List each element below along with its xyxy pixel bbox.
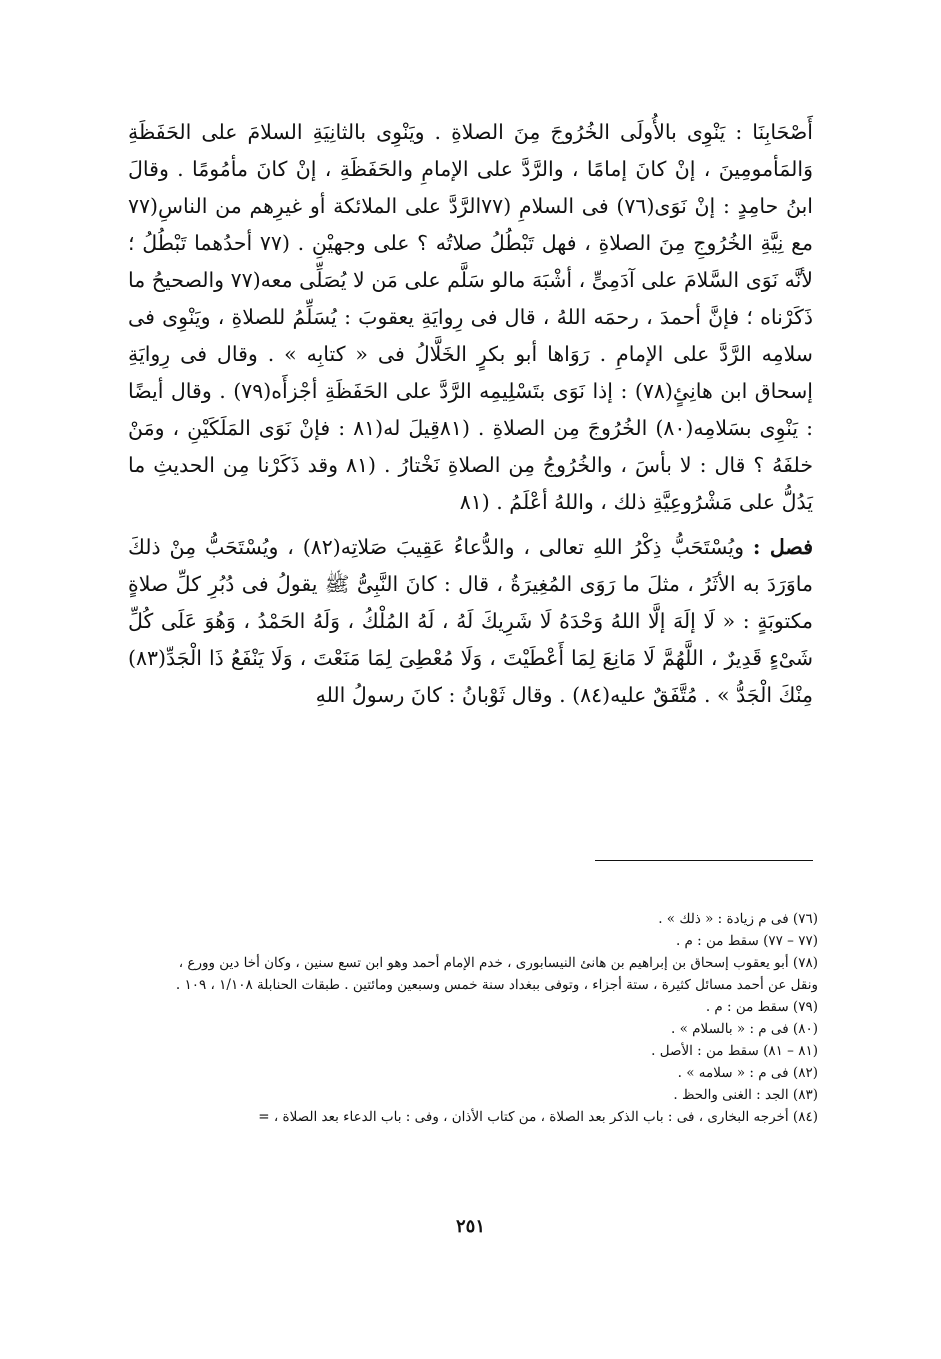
footnote: (٧٧ – ٧٧) سقط من : م .	[675, 933, 818, 949]
footnote: (٧٦) فى م زيادة : « ذلك » .	[658, 911, 818, 927]
footnotes	[128, 908, 818, 1128]
main-text	[128, 114, 813, 714]
footnote-continuation: ونقل عن أحمد مسائل كثيرة ، ستة أجزاء ، وتوفى ببغداد سنة خمس وسبعين ومائتين . طبقات الحنابلة ١/١٠٨ ، ١٠٩ .	[175, 977, 818, 993]
footnote: (٧٨) أبو يعقوب إسحاق بن إبراهيم بن هانئ النيسابورى ، خدم الإمام أحمد وهو ابن تسع سنين ، وكان أخا دين وورع ،	[178, 955, 818, 971]
section-keyword: فصل :	[752, 535, 813, 559]
footnote-separator	[595, 860, 813, 861]
footnote: (٨٠) فى م : « بالسلام » .	[671, 1021, 818, 1037]
footnote: (٨١ – ٨١) سقط من : الأصل .	[651, 1043, 818, 1059]
paragraph-2	[128, 529, 813, 714]
footnote: (٧٩) سقط من : م .	[705, 999, 818, 1015]
paragraph-2-text: ويُسْتَحَبُّ ذِكْرُ اللهِ تعالى ، والدُّعاءُ عَقِيبَ صَلاتِه(٨٢) ، ويُسْتَحَبُّ مِنْ ذلكَ ماوَرَدَ به الأثَرُ ، مثلَ ما رَوَى المُغِيرَةُ ، قال : كانَ النَّبِىُّ ﷺ يقولُ فى دُبُرِ كلِّ صلاةٍ مكتوبَةٍ : « لَا إلَهَ إلَّا اللهُ وَحْدَهُ لَا شَرِيكَ لَهُ ، لَهُ المُلْكُ ، وَلَهُ الحَمْدُ ، وَهُوَ عَلَى كُلِّ شَىْءٍ قَدِيرٌ ، اللَّهُمَّ لَا مَانِعَ لِمَا أَعْطَيْتَ ، وَلَا مُعْطِىَ لِمَا مَنَعْتَ ، وَلَا يَنْفَعُ ذَا الْجَدِّ(٨٣) مِنْكَ الْجَدُّ » . مُتَّفَقٌ عليه(٨٤) . وقال ثَوْبانُ : كانَ رسولُ اللهِ	[128, 535, 813, 707]
footnote: (٨٣) الجد : الغنى والحظ .	[673, 1087, 818, 1103]
footnote: (٨٢) فى م : « سلامه » .	[677, 1065, 818, 1081]
paragraph-1: أَصْحَابِنَا : يَنْوِى بالأُولَى الخُرُوجَ مِنَ الصلاةِ . ويَنْوِى بالثانِيَةِ السلامَ على الحَفَظَةِ وَالمَأمومِينَ ، إنْ كانَ إمامًا ، والرَّدَّ على الإمامِ والحَفَظَةِ ، إنْ كانَ مأمُومًا . وقالَ ابنُ حامِدٍ : إنْ نَوَى(٧٦) فى السلامِ (٧٧الرَّدَّ على الملائكة أو غيرِهم من الناسِ(٧٧ مع نِيَّةِ الخُرُوجِ مِنَ الصلاةِ ، فهل تَبْطُلُ صلاتُه ؟ على وجهيْنِ . (٧٧ أحدُهما تَبْطُلُ ؛ لأنَّه نَوَى السَّلامَ على آدَمِىٍّ ، أشْبَهَ مالو سَلَّم على مَن لا يُصَلِّى معه(٧٧ والصحيحُ ما ذَكَرْناه ؛ فإنَّ أحمدَ ، رحمَه اللهُ ، قال فى رِوايَةِ يعقوبَ : يُسَلِّمُ للصلاةِ ، ويَنْوِى فى سلامِه الرَّدَّ على الإمامِ . رَوَاها أبو بكرٍ الخَلَّالُ فى « كتابِه » . وقال فى رِوايَةِ إسحاق ابن هانِئٍ(٧٨) : إذا نَوَى بتَسْلِيمِه الرَّدَّ على الحَفَظَةِ أجْزأَه(٧٩) . وقال أيضًا : يَنْوِى بسَلامِه(٨٠) الخُرُوجَ مِن الصلاةِ . (٨١قِيلَ له(٨١ : فإنْ نَوَى المَلَكَيْنِ ، ومَنْ خلفَهُ ؟ قال : لا بأسَ ، والخُرُوجُ مِن الصلاةِ نَخْتارُ . (٨١ وقد ذَكَرْنا مِن الحديثِ ما يَدُلُّ على مَشْرُوعِيَّةِ ذلك ، واللهُ أعْلَمُ . (٨١	[128, 120, 814, 514]
page-number: ٢٥١	[455, 1216, 485, 1237]
footnote: (٨٤) أخرجه البخارى ، فى : باب الذكر بعد الصلاة ، من كتاب الأذان ، وفى : باب الدعاء بعد الصلاة ، =	[258, 1109, 818, 1125]
